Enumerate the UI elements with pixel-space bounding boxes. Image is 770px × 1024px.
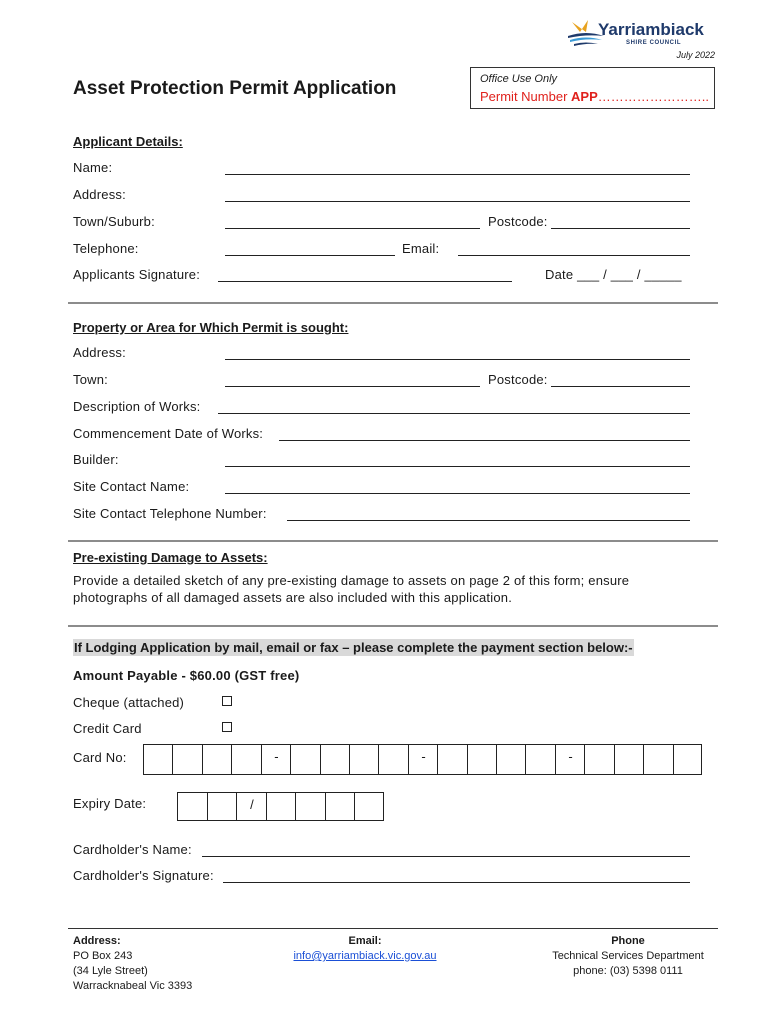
applicant-signature-label: Applicants Signature:: [73, 267, 201, 282]
section-divider: [68, 625, 718, 627]
credit-card-label: Credit Card: [73, 721, 142, 736]
permit-dots: ……………………..: [597, 89, 709, 104]
footer-email-label: Email:: [348, 935, 382, 947]
footer-phone-number: phone: (03) 5398 0111: [573, 965, 683, 977]
applicant-heading: Applicant Details:: [73, 134, 183, 149]
expiry-label: Expiry Date:: [73, 796, 147, 811]
permit-prefix: Permit Number: [480, 89, 572, 104]
applicant-town-field[interactable]: [225, 228, 480, 229]
applicant-email-field[interactable]: [458, 255, 690, 256]
applicant-email-label: Email:: [402, 241, 440, 256]
document-date: July 2022: [676, 50, 715, 60]
card-dash: -: [421, 749, 426, 764]
cardholder-signature-label: Cardholder's Signature:: [73, 868, 214, 883]
footer-address-line: (34 Lyle Street): [73, 965, 148, 977]
applicant-address-label: Address:: [73, 187, 126, 202]
section-divider: [68, 540, 718, 542]
footer-address-line: Warracknabeal Vic 3393: [73, 980, 193, 992]
council-logo: [566, 18, 716, 52]
property-heading: Property or Area for Which Permit is sought:: [73, 320, 349, 335]
footer-divider: [68, 928, 718, 929]
cheque-label: Cheque (attached): [73, 695, 185, 710]
site-contact-label: Site Contact Name:: [73, 479, 190, 494]
applicant-name-field[interactable]: [225, 174, 690, 175]
card-dash: -: [274, 749, 279, 764]
applicant-date-field[interactable]: Date ___ / ___ / _____: [545, 267, 682, 282]
expiry-digit-divider: [178, 793, 355, 820]
payment-heading: If Lodging Application by mail, email or fax – please complete the payment section below:-: [74, 640, 633, 655]
applicant-name-label: Name:: [73, 160, 113, 175]
applicant-town-label: Town/Suburb:: [73, 214, 155, 229]
damage-heading: Pre-existing Damage to Assets:: [73, 550, 268, 565]
footer-address-line: PO Box 243: [73, 950, 133, 962]
card-number-grid[interactable]: [143, 744, 702, 775]
property-address-label: Address:: [73, 345, 126, 360]
applicant-telephone-label: Telephone:: [73, 241, 139, 256]
footer-address: [73, 934, 192, 994]
property-postcode-label: Postcode:: [488, 372, 548, 387]
description-field[interactable]: [218, 413, 690, 414]
cardholder-name-label: Cardholder's Name:: [73, 842, 192, 857]
permit-number: [480, 89, 709, 104]
logo-name: Yarriambiack: [598, 20, 704, 39]
card-number-label: Card No:: [73, 750, 127, 765]
credit-card-checkbox[interactable]: [222, 722, 232, 732]
amount-payable: Amount Payable - $60.00 (GST free): [73, 668, 300, 683]
applicant-telephone-field[interactable]: [225, 255, 395, 256]
description-label: Description of Works:: [73, 399, 201, 414]
builder-field[interactable]: [225, 466, 690, 467]
applicant-signature-field[interactable]: [218, 281, 512, 282]
expiry-slash: /: [250, 797, 254, 812]
site-contact-field[interactable]: [225, 493, 690, 494]
office-use-box: [470, 67, 715, 109]
office-use-label: Office Use Only: [480, 73, 558, 85]
footer-phone: [518, 934, 738, 979]
commencement-label: Commencement Date of Works:: [73, 426, 264, 441]
commencement-field[interactable]: [279, 440, 690, 441]
footer-email: [260, 934, 470, 964]
cheque-checkbox[interactable]: [222, 696, 232, 706]
footer-phone-label: Phone: [611, 935, 645, 947]
property-town-field[interactable]: [225, 386, 480, 387]
section-divider: [68, 302, 718, 304]
card-dash: -: [568, 749, 573, 764]
cardholder-name-field[interactable]: [202, 856, 690, 857]
damage-text-line1: Provide a detailed sketch of any pre-existing damage to assets on page 2 of this form; ensure: [73, 573, 630, 588]
cardholder-signature-field[interactable]: [223, 882, 690, 883]
permit-code: APP: [571, 89, 598, 104]
page-title: Asset Protection Permit Application: [73, 78, 397, 99]
property-town-label: Town:: [73, 372, 108, 387]
footer-phone-dept: Technical Services Department: [552, 950, 704, 962]
logo-subtitle: SHIRE COUNCIL: [626, 40, 682, 46]
expiry-grid[interactable]: [177, 792, 384, 821]
footer-address-label: Address:: [73, 935, 121, 947]
applicant-postcode-label: Postcode:: [488, 214, 548, 229]
applicant-postcode-field[interactable]: [551, 228, 690, 229]
applicant-address-field[interactable]: [225, 201, 690, 202]
site-phone-label: Site Contact Telephone Number:: [73, 506, 267, 521]
builder-label: Builder:: [73, 452, 119, 467]
footer-email-link[interactable]: info@yarriambiack.vic.gov.au: [293, 950, 437, 962]
property-postcode-field[interactable]: [551, 386, 690, 387]
damage-text-line2: photographs of all damaged assets are also included with this application.: [73, 590, 513, 605]
site-phone-field[interactable]: [287, 520, 690, 521]
property-address-field[interactable]: [225, 359, 690, 360]
